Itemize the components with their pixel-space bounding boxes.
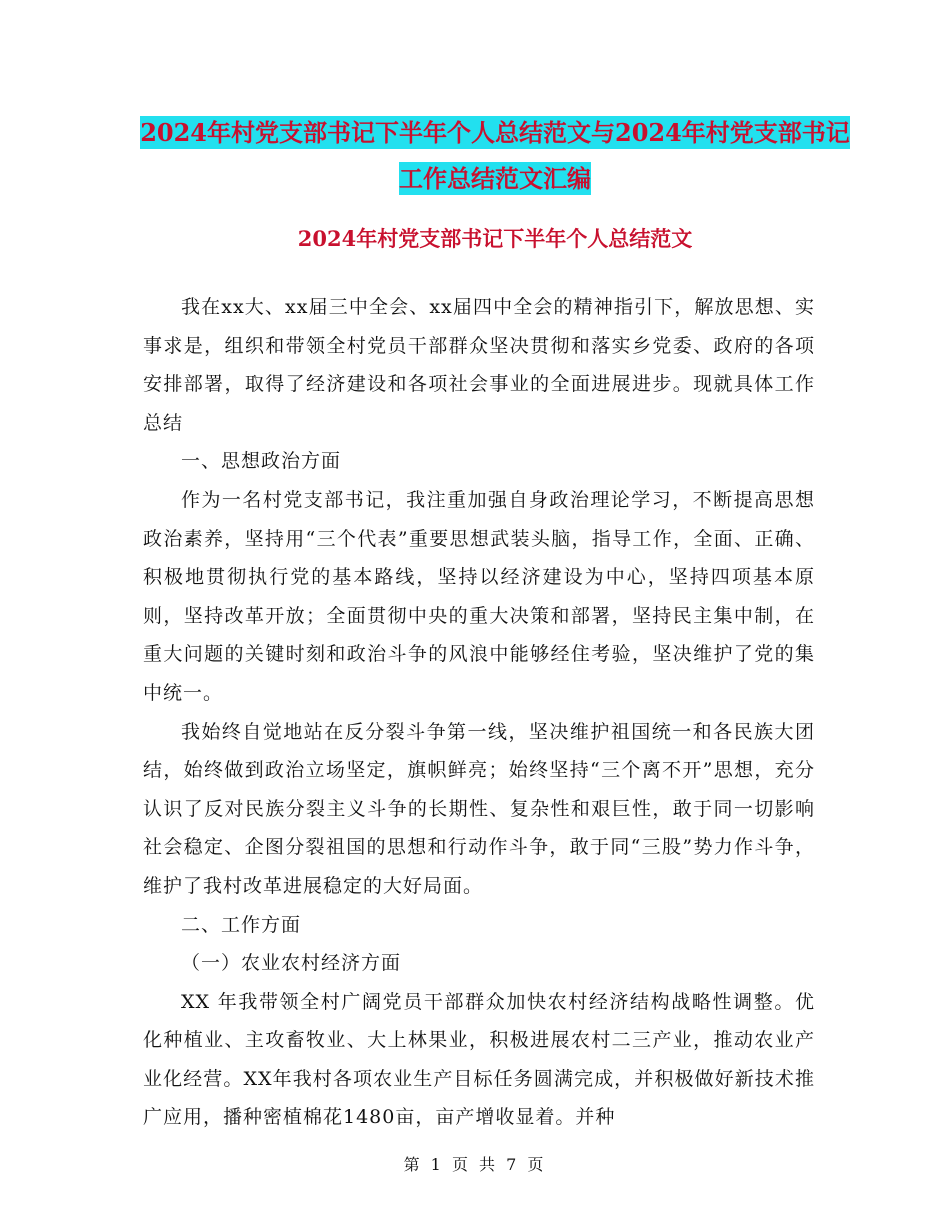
page-number-footer: 第 1 页 共 7 页 <box>403 1155 547 1174</box>
document-body <box>143 288 815 1137</box>
heading-ideology: 一、思想政治方面 <box>181 450 342 473</box>
paragraph-ideology: 作为一名村党支部书记，我注重加强自身政治理论学习，不断提高思想政治素养，坚持用“三个代表”重要思想武装头脑，指导工作，全面、正确、积极地贯彻执行党的基本路线，坚持以经济建设为中心，坚持四项基本原则，坚持改革开放；全面贯彻中央的重大决策和部署，坚持民主集中制，在重大问题的关键时刻和政治斗争的风浪中能够经住考验，坚决维护了党的集中统一。 <box>143 488 815 704</box>
heading-agriculture: （一）农业农村经济方面 <box>181 952 402 975</box>
paragraph-agriculture: XX 年我带领全村广阔党员干部群众加快农村经济结构战略性调整。优化种植业、主攻畜牧业、大上林果业，积极进展农村二三产业，推动农业产业化经营。XX年我村各项农业生产目标任务圆满完成，并积极做好新技术推广应用，播种密植棉花1480亩，亩产增收显着。并种 <box>143 990 815 1129</box>
paragraph-intro: 我在xx大、xx届三中全会、xx届四中全会的精神指引下，解放思想、实事求是，组织和带领全村党员干部群众坚决贯彻和落实乡党委、政府的各项安排部署，取得了经济建设和各项社会事业的全面进展进步。现就具体工作总结 <box>143 296 815 434</box>
main-title-text: 2024年村党支部书记下半年个人总结范文与2024年村党支部书记工作总结范文汇编 <box>140 118 850 193</box>
section-title: 2024年村党支部书记下半年个人总结范文 <box>297 226 693 251</box>
heading-work: 二、工作方面 <box>181 913 302 936</box>
document-main-title <box>140 110 850 202</box>
paragraph-unity: 我始终自觉地站在反分裂斗争第一线，坚决维护祖国统一和各民族大团结，始终做到政治立场坚定，旗帜鲜亮；始终坚持“三个离不开”思想，充分认识了反对民族分裂主义斗争的长期性、复杂性和艰巨性，敢于同一切影响社会稳定、企图分裂祖国的思想和行动作斗争，敢于同“三股”势力作斗争，维护了我村改革进展稳定的大好局面。 <box>143 720 815 897</box>
